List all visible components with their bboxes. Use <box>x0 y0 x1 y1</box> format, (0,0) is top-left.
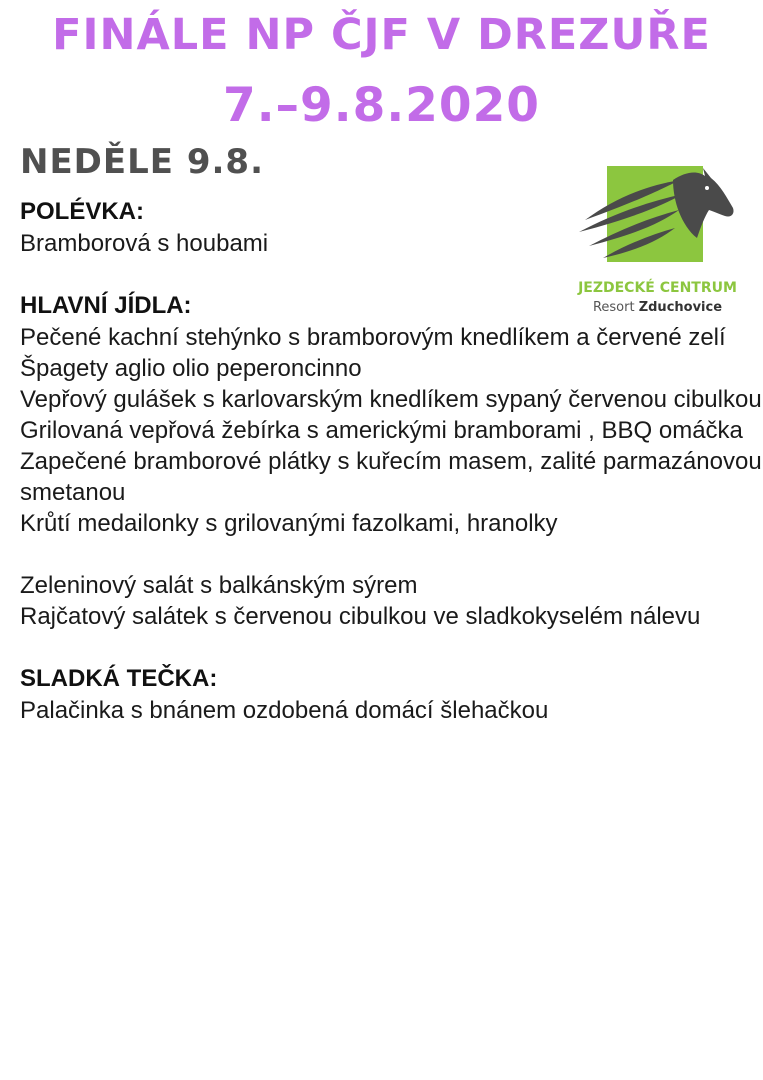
main-item: Krůtí medailonky s grilovanými fazolkami, hranolky <box>20 510 558 537</box>
salads-section <box>20 570 763 632</box>
main-item: Vepřový gulášek s karlovarským knedlíkem sypaný červenou cibulkou <box>20 386 762 413</box>
main-item: Špagety aglio olio peperoncinno <box>20 355 362 382</box>
main-item: Grilovaná vepřová žebírka s americkými bramborami , BBQ omáčka <box>20 417 743 444</box>
soup-heading: POLÉVKA: <box>20 198 145 225</box>
event-title: FINÁLE NP ČJF V DREZUŘE <box>52 10 711 60</box>
salad-item: Rajčatový salátek s červenou cibulkou ve sladkokyselém nálevu <box>20 603 701 630</box>
soup-section <box>20 196 763 259</box>
mains-heading: HLAVNÍ JÍDLA: <box>20 292 192 319</box>
event-dates: 7.–9.8.2020 <box>223 78 540 133</box>
soup-item: Bramborová s houbami <box>20 230 269 257</box>
salad-item: Zeleninový salát s balkánským sýrem <box>20 572 418 599</box>
dessert-heading: SLADKÁ TEČKA: <box>20 665 218 692</box>
dessert-section <box>20 663 763 726</box>
day-heading: NEDĚLE 9.8. <box>20 142 265 182</box>
menu-content <box>20 196 763 726</box>
dessert-item: Palačinka s bnánem ozdobená domácí šlehačkou <box>20 697 549 724</box>
logo-subtitle-prefix: Resort <box>592 300 635 315</box>
main-item: Zapečené bramborové plátky s kuřecím masem, zalité parmazánovou smetanou <box>20 448 762 506</box>
logo-title: JEZDECKÉ CENTRUM <box>578 280 737 296</box>
mains-section <box>20 290 763 539</box>
main-item: Pečené kachní stehýnko s bramborovým knedlíkem a červené zelí <box>20 324 726 351</box>
logo-subtitle-name: Zduchovice <box>638 300 723 315</box>
